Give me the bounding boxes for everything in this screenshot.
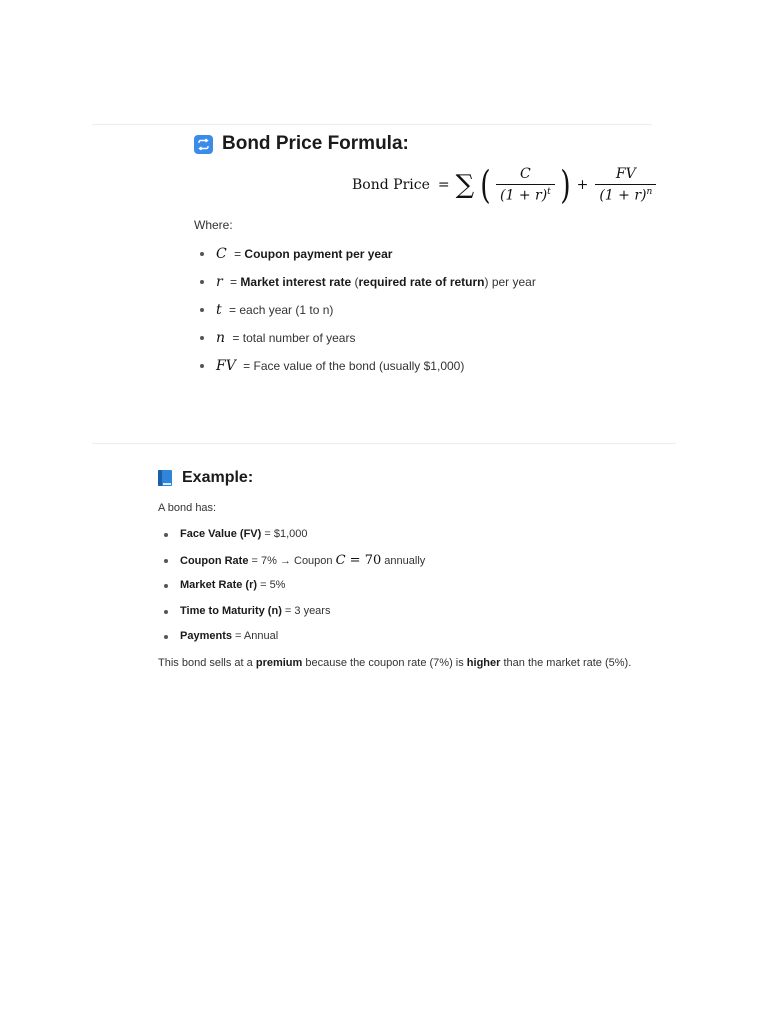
bond-price-formula-section — [194, 128, 664, 374]
variable-description: each year (1 to n) — [239, 303, 334, 317]
paren-open: ( — [480, 163, 491, 207]
variable-description: Market interest rate — [240, 275, 352, 289]
coupon-fraction — [496, 166, 555, 204]
conclusion-higher: higher — [466, 656, 501, 669]
list-item — [158, 522, 678, 548]
coupon-numerator: C — [520, 166, 531, 183]
formula-equals: = — [437, 177, 450, 193]
list-item — [158, 573, 678, 599]
summation-symbol: ∑ — [455, 170, 475, 200]
variable-list — [194, 240, 664, 380]
repeat-icon — [194, 135, 213, 154]
list-item — [194, 240, 664, 268]
face-value-numerator: FV — [615, 166, 636, 183]
section-divider-top — [92, 124, 652, 125]
face-value-denominator-exp: n — [646, 187, 653, 198]
variable-description: Face value of the bond (usually $1,000) — [253, 359, 465, 373]
list-item — [194, 324, 664, 352]
face-value-fraction — [595, 166, 656, 204]
formula-lhs: Bond Price — [352, 177, 430, 193]
variable-description-bold2: required rate of return — [358, 275, 485, 289]
conclusion-part-3: than the market rate (5%). — [500, 656, 632, 669]
coupon-math: C = 70 — [335, 552, 382, 568]
variable-equals: = — [243, 359, 251, 373]
variable-symbol: n — [216, 330, 226, 346]
fact-value: = Annual — [231, 630, 279, 642]
list-item — [158, 599, 678, 625]
section-title: Example: — [182, 469, 254, 486]
variable-symbol: r — [216, 274, 223, 290]
section-title: Bond Price Formula: — [222, 133, 409, 154]
face-value-denominator — [595, 184, 656, 204]
variable-description-rest: ) per year — [484, 275, 536, 289]
conclusion-part-2: because the coupon rate (7%) is — [302, 656, 467, 669]
fact-value: = $1,000 — [261, 528, 308, 540]
where-label: Where: — [194, 218, 233, 232]
fact-value: = 7% → Coupon — [248, 554, 336, 567]
section-divider-middle — [92, 443, 676, 444]
variable-symbol: FV — [216, 358, 236, 374]
fact-value: = 5% — [257, 579, 286, 591]
list-item — [158, 624, 678, 650]
list-item — [194, 296, 664, 324]
fact-label: Time to Maturity (n) — [180, 604, 282, 617]
fact-label: Market Rate (r) — [180, 579, 258, 591]
fact-label: Payments — [180, 630, 232, 642]
formula-plus: + — [576, 177, 589, 193]
fact-suffix: annually — [381, 554, 426, 567]
bond-price-formula — [352, 164, 659, 206]
example-conclusion — [158, 657, 678, 669]
variable-symbol: C — [216, 246, 227, 262]
list-item — [194, 352, 664, 380]
variable-equals: = — [232, 331, 240, 345]
paren-close: ) — [560, 163, 571, 207]
coupon-denominator — [496, 184, 555, 204]
bond-facts-list — [158, 522, 678, 650]
fact-value: = 3 years — [281, 604, 331, 617]
book-icon — [158, 470, 172, 486]
fact-label: Coupon Rate — [180, 554, 249, 567]
example-intro: A bond has: — [158, 502, 217, 514]
variable-equals: = — [234, 247, 242, 261]
section-heading-example — [158, 464, 678, 492]
list-item — [194, 268, 664, 296]
variable-symbol: t — [216, 302, 222, 318]
coupon-denominator-base: (1 + r) — [500, 187, 548, 204]
variable-equals: = — [228, 303, 236, 317]
list-item — [158, 548, 678, 574]
face-value-denominator-base: (1 + r) — [599, 187, 647, 204]
variable-description: Coupon payment per year — [244, 247, 393, 261]
variable-description-mid: ( — [351, 275, 359, 289]
conclusion-part-1: This bond sells at a — [158, 656, 256, 669]
conclusion-premium: premium — [255, 656, 303, 669]
variable-description: total number of years — [242, 331, 356, 345]
variable-equals: = — [230, 275, 238, 289]
example-section — [158, 462, 678, 669]
fact-label: Face Value (FV) — [180, 528, 262, 540]
coupon-denominator-exp: t — [547, 187, 551, 198]
section-heading-formula — [194, 130, 664, 158]
